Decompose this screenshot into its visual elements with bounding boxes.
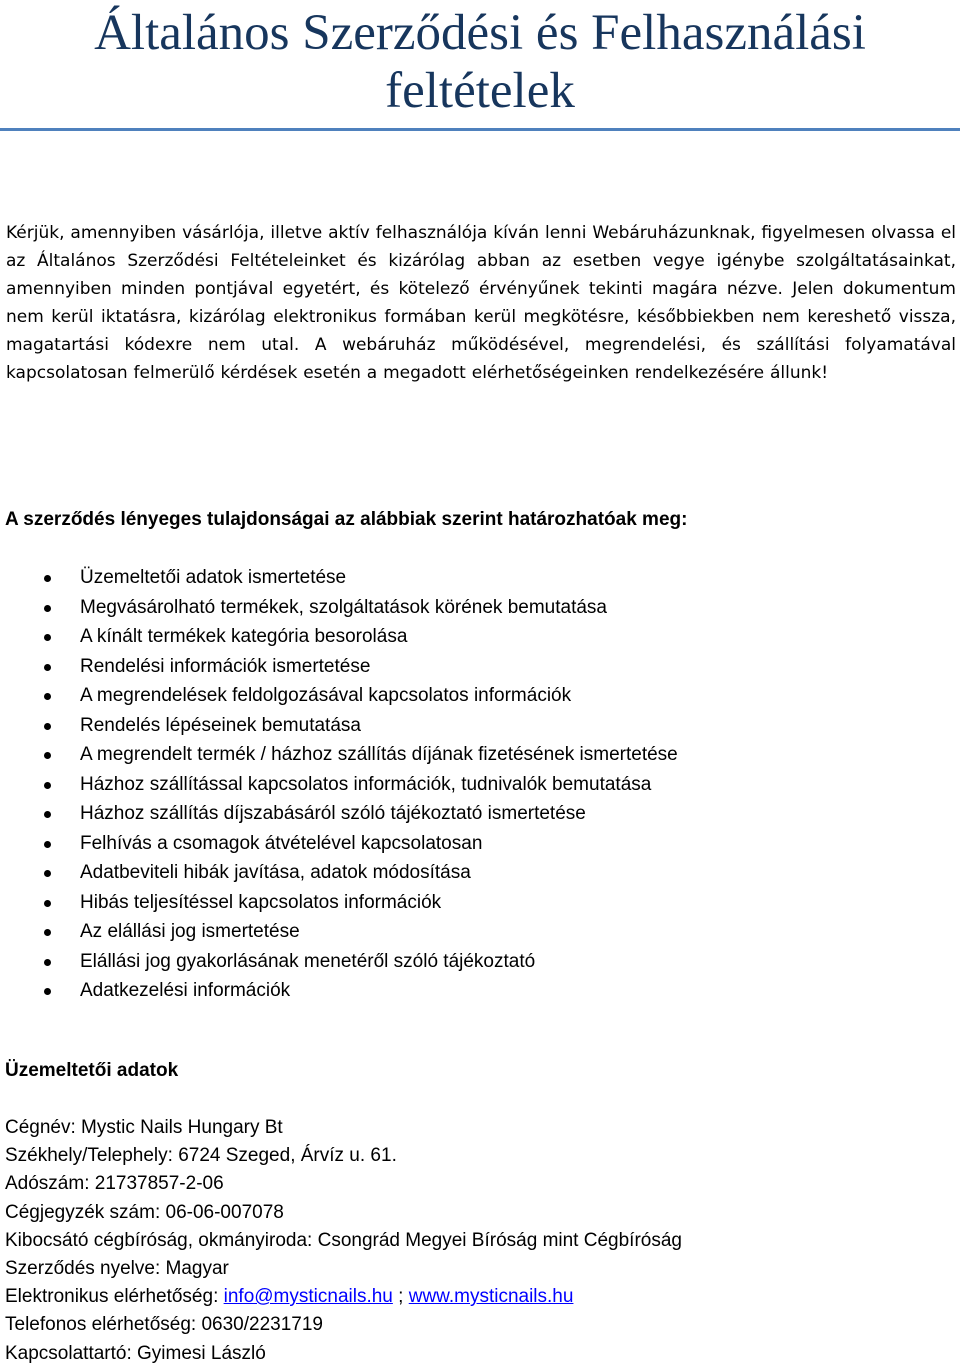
headquarters: Székhely/Telephely: 6724 Szeged, Árvíz u. 61. bbox=[5, 1145, 397, 1167]
tax-number: Adószám: 21737857-2-06 bbox=[5, 1173, 224, 1195]
list-item-text: Rendelés lépéseinek bemutatása bbox=[80, 714, 361, 736]
list-item-text: A kínált termékek kategória besorolása bbox=[80, 626, 408, 647]
list-item bbox=[0, 593, 678, 623]
list-item-text: Házhoz szállítás díjszabásáról szóló tájékoztató ismertetése bbox=[80, 803, 586, 824]
bullet-icon bbox=[44, 900, 51, 907]
operator-heading: Üzemeltetői adatok bbox=[5, 1060, 179, 1081]
bullet-icon bbox=[44, 723, 51, 730]
list-item bbox=[0, 770, 678, 800]
list-item bbox=[0, 622, 678, 652]
title-underline-rule bbox=[0, 128, 960, 131]
list-item bbox=[0, 947, 678, 977]
list-item bbox=[0, 563, 678, 593]
bullet-icon bbox=[44, 634, 51, 641]
list-item bbox=[0, 799, 678, 829]
list-item bbox=[0, 740, 678, 770]
electronic-contact bbox=[5, 1283, 682, 1311]
contact-separator: ; bbox=[392, 1286, 409, 1308]
bullet-icon bbox=[44, 841, 51, 848]
bullet-icon bbox=[44, 664, 51, 671]
bullet-icon bbox=[44, 870, 51, 877]
list-item bbox=[0, 858, 678, 888]
bullet-icon bbox=[44, 575, 51, 582]
list-item bbox=[0, 711, 678, 741]
list-item-text: Megvásárolható termékek, szolgáltatások körének bemutatása bbox=[80, 596, 607, 618]
contract-properties-list bbox=[0, 563, 678, 1006]
bullet-icon bbox=[44, 752, 51, 759]
document-title: Általános Szerződési és Felhasználási feltételek bbox=[94, 5, 866, 119]
bullet-icon bbox=[44, 782, 51, 789]
bullet-icon bbox=[44, 988, 51, 995]
list-item-text: A megrendelések feldolgozásával kapcsolatos információk bbox=[80, 685, 572, 706]
list-item-text: Elállási jog gyakorlásának menetéről szóló tájékoztató bbox=[80, 950, 536, 972]
list-item-text: Felhívás a csomagok átvételével kapcsolatosan bbox=[80, 832, 483, 854]
list-item-text: A megrendelt termék / házhoz szállítás díjának fizetésének ismertetése bbox=[80, 744, 678, 765]
list-item bbox=[0, 652, 678, 682]
company-name: Cégnév: Mystic Nails Hungary Bt bbox=[5, 1117, 283, 1138]
website-link[interactable]: www.mysticnails.hu bbox=[408, 1286, 574, 1308]
list-item-text: Adatbeviteli hibák javítása, adatok módosítása bbox=[80, 862, 471, 883]
list-item-text: Üzemeltetői adatok ismertetése bbox=[80, 567, 347, 588]
bullet-icon bbox=[44, 929, 51, 936]
list-item-text: Adatkezelési információk bbox=[80, 980, 291, 1001]
registry-number: Cégjegyzék szám: 06-06-007078 bbox=[5, 1201, 284, 1223]
contract-language: Szerződés nyelve: Magyar bbox=[5, 1257, 229, 1279]
electronic-contact-label: Elektronikus elérhetőség: bbox=[5, 1286, 224, 1308]
email-link[interactable]: info@mysticnails.hu bbox=[223, 1286, 393, 1308]
bullet-icon bbox=[44, 811, 51, 818]
list-item-text: Rendelési információk ismertetése bbox=[80, 655, 371, 677]
registry-court: Kibocsátó cégbíróság, okmányiroda: Csongrád Megyei Bíróság mint Cégbíróság bbox=[5, 1229, 682, 1251]
phone-contact: Telefonos elérhetőség: 0630/2231719 bbox=[5, 1314, 323, 1336]
list-item bbox=[0, 888, 678, 918]
contract-properties-heading: A szerződés lényeges tulajdonságai az alábbiak szerint határozhatóak meg: bbox=[5, 509, 688, 530]
list-item bbox=[0, 976, 678, 1006]
list-item bbox=[0, 681, 678, 711]
list-item-text: Az elállási jog ismertetése bbox=[80, 921, 300, 942]
operator-details bbox=[5, 1114, 682, 1368]
intro-paragraph: Kérjük, amennyiben vásárlója, illetve aktív felhasználója kíván lenni Webáruházunknak, figyelmesen olvassa el az Általános Szerződési Feltételeinket és kizárólag abban az esetben vegye igénybe szolgáltatásainkat, amennyiben minden pontjával egyetért, és kötelező érvényűnek tekinti magára nézve. Jelen dokumentum nem kerül iktatásra, kizárólag elektronikus formában kerül megkötésre, későbbiekben nem kereshető vissza, magatartási kódexre nem utal. A webáruház működésével, megrendelési, és szállítási folyamatával kapcsolatosan felmerülő kérdések esetén a megadott elérhetőségeinken rendelkezésére állunk! bbox=[6, 223, 956, 383]
bullet-icon bbox=[44, 693, 51, 700]
bullet-icon bbox=[44, 959, 51, 966]
list-item-text: Házhoz szállítással kapcsolatos információk, tudnivalók bemutatása bbox=[80, 773, 652, 795]
list-item bbox=[0, 829, 678, 859]
list-item-text: Hibás teljesítéssel kapcsolatos információk bbox=[80, 891, 442, 913]
bullet-icon bbox=[44, 605, 51, 612]
list-item bbox=[0, 917, 678, 947]
contact-person: Kapcsolattartó: Gyimesi László bbox=[5, 1342, 266, 1364]
